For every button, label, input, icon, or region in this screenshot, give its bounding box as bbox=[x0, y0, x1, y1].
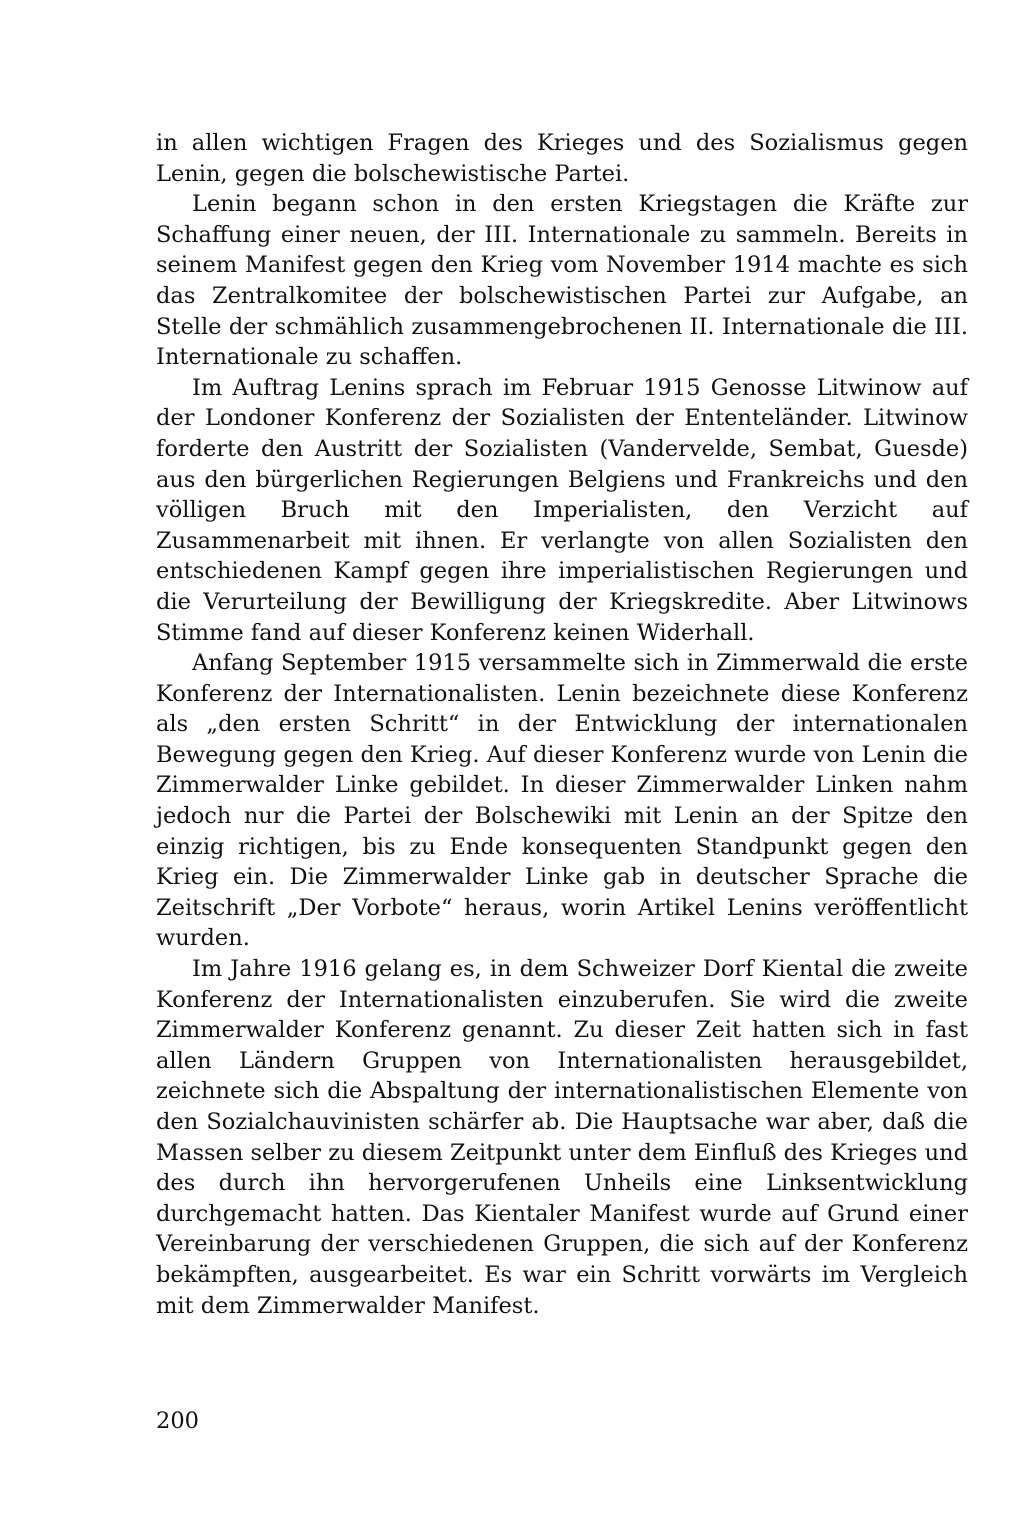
paragraph-london-conference: Im Auftrag Lenins sprach im Februar 1915 Genosse Litwinow auf der Londoner Konferenz der Sozialisten der Ententeländer. Litwinow forderte den Austritt der Sozialisten (Vandervelde, Sembat, Guesde) aus den bürgerlichen Regierungen Belgiens und Frankreichs und den völligen Bruch mit den Imperialisten, den Verzicht auf Zusammenarbeit mit ihnen. Er verlangte von allen Sozialisten den entschiedenen Kampf gegen ihre imperialistischen Regierungen und die Verurteilung der Bewilligung der Kriegskredite. Aber Litwinows Stimme fand auf dieser Konferenz keinen Widerhall. bbox=[156, 374, 968, 646]
body-text bbox=[156, 128, 968, 1321]
paragraph-continued: in allen wichtigen Fragen des Krieges und des Sozialismus gegen Lenin, gegen die bolschewistische Partei. bbox=[156, 130, 968, 187]
paragraph-kiental: Im Jahre 1916 gelang es, in dem Schweizer Dorf Kiental die zweite Konferenz der Internationalisten einzuberufen. Sie wird die zweite Zimmerwalder Konferenz genannt. Zu dieser Zeit hatten sich in fast allen Ländern Gruppen von Internationalisten herausgebildet, zeichnete sich die Abspaltung der internationalistischen Elemente von den Sozialchauvinisten schärfer ab. Die Hauptsache war aber, daß die Massen selber zu diesem Zeitpunkt unter dem Einfluß des Krieges und des durch ihn hervorgerufenen Unheils eine Linksentwicklung durchgemacht hatten. Das Kientaler Manifest wurde auf Grund einer Vereinbarung der verschiedenen Gruppen, die sich auf der Konferenz bekämpften, ausgearbeitet. Es war ein Schritt vorwärts im Vergleich mit dem Zimmerwalder Manifest. bbox=[156, 956, 968, 1319]
page-number: 200 bbox=[156, 1408, 199, 1434]
paragraph-zimmerwald: Anfang September 1915 versammelte sich in Zimmerwald die erste Konferenz der Internationalisten. Lenin bezeichnete diese Konferenz als „den ersten Schritt“ in der Entwicklung der internationalen Bewegung gegen den Krieg. Auf dieser Konferenz wurde von Lenin die Zimmerwalder Linke gebildet. In dieser Zimmerwalder Linken nahm jedoch nur die Partei der Bolschewiki mit Lenin an der Spitze den einzig richtigen, bis zu Ende konsequenten Standpunkt gegen den Krieg ein. Die Zimmerwalder Linke gab in deutscher Sprache die Zeitschrift „Der Vorbote“ heraus, worin Artikel Lenins veröffentlicht wurden. bbox=[156, 650, 968, 952]
paragraph-third-international: Lenin begann schon in den ersten Kriegstagen die Kräfte zur Schaffung einer neuen, der III. Internationale zu sammeln. Bereits in seinem Manifest gegen den Krieg vom November 1914 machte es sich das Zentralkomitee der bolschewistischen Partei zur Aufgabe, an Stelle der schmählich zusammengebrochenen II. Internationale die III. Internationale zu schaffen. bbox=[156, 191, 968, 371]
